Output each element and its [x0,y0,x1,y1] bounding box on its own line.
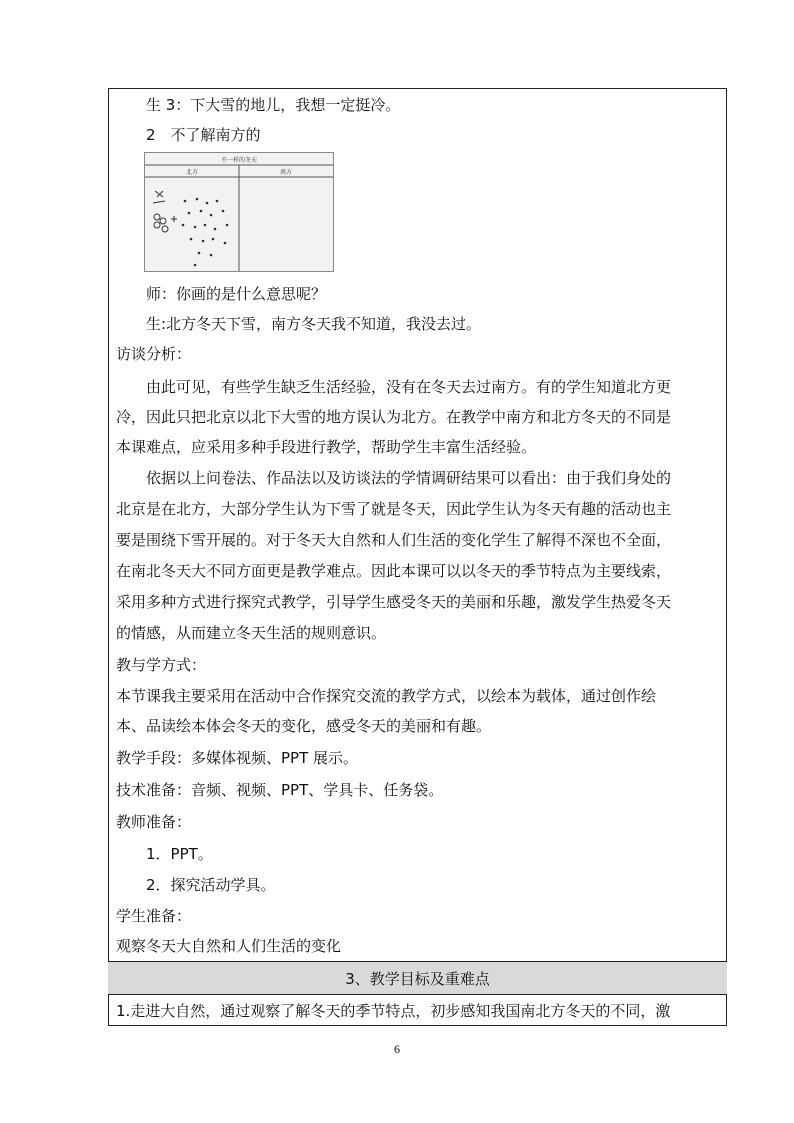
drawing-right-label: 南方 [279,169,293,176]
tech-prep: 技术准备：音频、视频、PPT、学具卡、任务袋。 [116,781,444,799]
drawing-title: 不一样的冬天 [220,157,258,164]
method-line-2: 本、品读绘本体会冬天的变化，感受冬天的美丽和有趣。 [116,717,492,735]
para2-line-5: 采用多种方式进行探究式教学，引导学生感受冬天的美丽和乐趣，激发学生热爱冬天 [116,593,672,611]
page-number: 6 [394,1042,400,1056]
student-prep-text: 观察冬天大自然和人们生活的变化 [116,937,342,955]
item2-line: 2 不了解南方的 [146,126,261,144]
method-line-1: 本节课我主要采用在活动中合作探究交流的教学方式，以绘本为载体，通过创作绘 [116,687,657,705]
drawing-sketch-svg [145,153,333,271]
student3-line: 生 3：下大雪的地儿，我想一定挺冷。 [146,96,401,114]
para2-line-4: 在南北冬天大不同方面更是教学难点。因此本课可以以冬天的季节特点为主要线索， [116,562,672,580]
para1-line-1: 由此可见，有些学生缺乏生活经验，没有在冬天去过南方。有的学生知道北方更 [146,378,672,396]
para1-line-3: 本课难点，应采用多种手段进行教学，帮助学生丰富生活经验。 [116,438,537,456]
para2-line-3: 要是围绕下雪开展的。对于冬天大自然和人们生活的变化学生了解得不深也不全面， [116,531,672,549]
method-title: 教与学方式： [116,656,207,674]
section-header-title: 3、教学目标及重难点 [345,970,490,988]
para1-line-2: 冷，因此只把北京以北下大雪的地方误认为北方。在教学中南方和北方冬天的不同是 [116,408,672,426]
goal-1-line: 1.走进大自然，通过观察了解冬天的季节特点，初步感知我国南北方冬天的不同，激 [116,1002,671,1020]
teacher-prep-title: 教师准备： [116,813,192,831]
drawing-left-label: 北方 [185,169,199,176]
interview-title: 访谈分析： [116,345,192,363]
para2-line-1: 依据以上问卷法、作品法以及访谈法的学情调研结果可以看出：由于我们身处的 [146,469,672,487]
teacher-item-1: 1．PPT。 [146,845,213,863]
student-prep-title: 学生准备： [116,907,192,925]
teacher-question: 师：你画的是什么意思呢？ [146,285,327,303]
para2-line-6: 的情感，从而建立冬天生活的规则意识。 [116,624,387,642]
student-drawing-image [144,152,334,272]
teacher-item-2: 2．探究活动学具。 [146,876,276,894]
student-answer: 生:北方冬天下雪，南方冬天我不知道，我没去过。 [146,315,482,333]
para2-line-2: 北京是在北方，大部分学生认为下雪了就是冬天，因此学生认为冬天有趣的活动也主 [116,500,672,518]
section-header-row [108,961,727,995]
teaching-means: 教学手段：多媒体视频、PPT 展示。 [116,749,359,767]
